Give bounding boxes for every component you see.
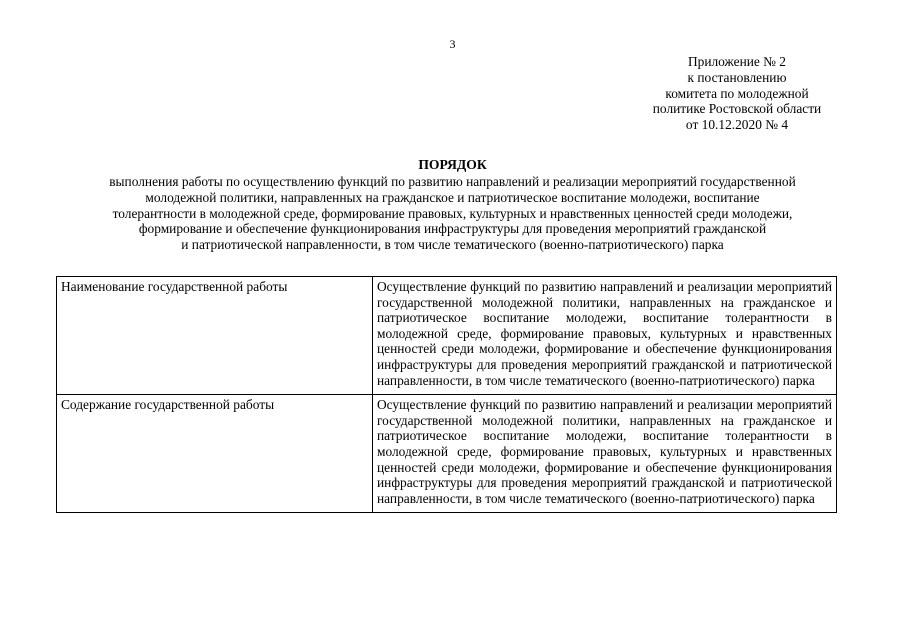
- document-subtitle: [56, 174, 849, 253]
- subtitle-line: выполнения работы по осуществлению функций по развитию направлений и реализации мероприятий государственной: [109, 174, 796, 189]
- document-title: ПОРЯДОК: [418, 157, 487, 172]
- subtitle-line: молодежной политики, направленных на гражданское и патриотическое воспитание молодежи, воспитание: [145, 189, 760, 205]
- row-value-content: Осуществление функций по развитию направлений и реализации мероприятий государственной молодежной политики, направленных на гражданское и патриотическое воспитание молодежи, воспитание толерантности в молодежной среде, формирование правовых, культурных и нравственных ценностей среди молодежи, формирование и обеспечение функционирования инфраструктуры для проведения мероприятий гражданской и патриотической направленности, в том числе тематического (военно-патриотического) парка: [373, 395, 837, 513]
- page-number: 3: [449, 37, 456, 51]
- table-row: [57, 277, 837, 395]
- appendix-line: к постановлению: [687, 69, 787, 85]
- appendix-line: от 10.12.2020 № 4: [685, 117, 789, 133]
- row-label-name: Наименование государственной работы: [57, 277, 373, 395]
- table-row: [57, 395, 837, 513]
- work-table: [56, 276, 837, 513]
- row-label-content: Содержание государственной работы: [57, 395, 373, 513]
- appendix-header: [592, 54, 882, 133]
- appendix-line: политике Ростовской области: [652, 101, 822, 117]
- subtitle-line: толерантности в молодежной среде, формирование правовых, культурных и нравственных ценностей среди молодежи,: [112, 205, 793, 221]
- appendix-line: комитета по молодежной: [665, 85, 809, 101]
- subtitle-line: формирование и обеспечение функционирования инфраструктуры для проведения мероприятий гражданской: [138, 221, 767, 237]
- appendix-line: Приложение № 2: [687, 54, 787, 69]
- subtitle-line: и патриотической направленности, в том числе тематического (военно-патриотического) парка: [181, 237, 724, 253]
- row-value-name: Осуществление функций по развитию направлений и реализации мероприятий государственной молодежной политики, направленных на гражданское и патриотическое воспитание молодежи, воспитание толерантности в молодежной среде, формирование правовых, культурных и нравственных ценностей среди молодежи, формирование и обеспечение функционирования инфраструктуры для проведения мероприятий гражданской и патриотической направленности, в том числе тематического (военно-патриотического) парка: [373, 277, 837, 395]
